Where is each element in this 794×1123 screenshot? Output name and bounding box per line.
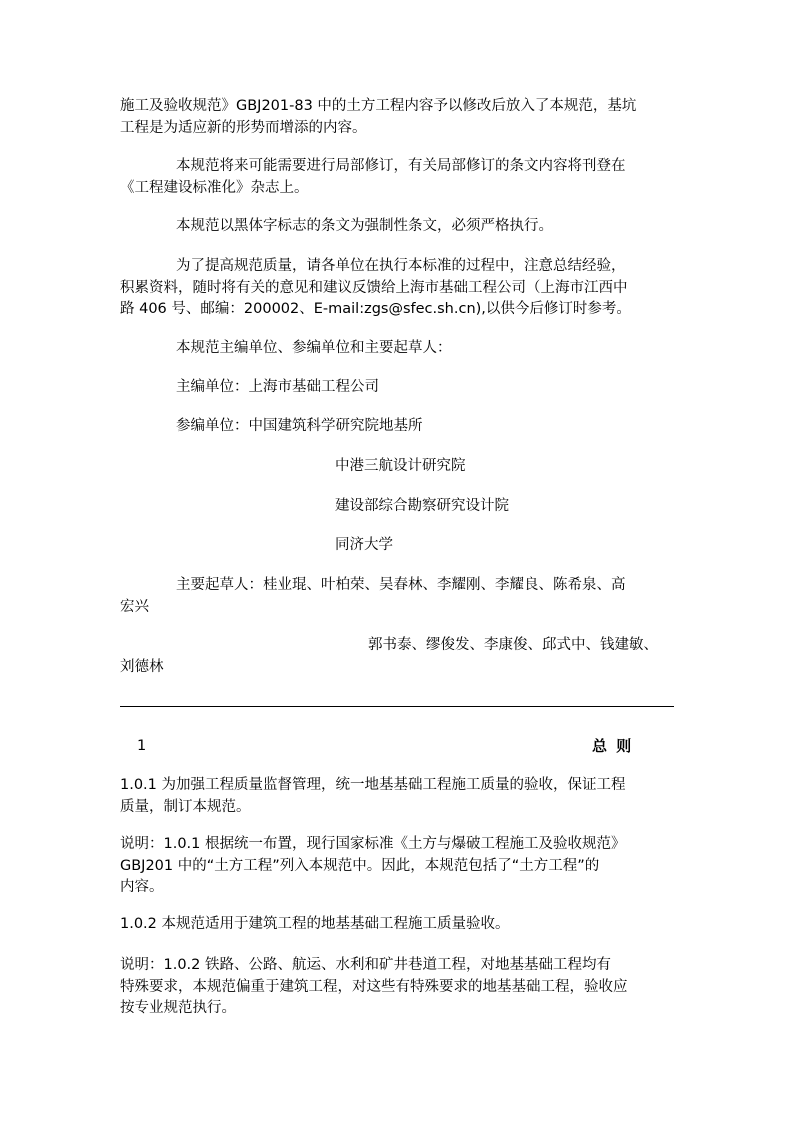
drafters-cont-line2: 刘德林 (120, 659, 164, 675)
note-102-line3: 按专业规范执行。 (120, 1000, 236, 1016)
co-unit-3: 同济大学 (335, 537, 393, 553)
co-unit-2: 建设部综合勘察研究设计院 (335, 498, 509, 514)
preface-p1-line2: 工程是为适应新的形势而增添的内容。 (120, 120, 367, 136)
chapter-number: 1 (137, 738, 147, 754)
drafters-line2: 宏兴 (120, 599, 149, 615)
preface-p2-line2: 《工程建设标准化》杂志上。 (120, 180, 309, 196)
note-102-line2: 特殊要求，本规范偏重于建筑工程，对这些有特殊要求的地基基础工程，验收应 (120, 979, 628, 995)
preface-p3-line1: 本规范以黑体字标志的条文为强制性条文，必须严格执行。 (176, 218, 553, 234)
note-101-line2: GBJ201 中的“土方工程”列入本规范中。因此，本规范包括了“土方工程”的 (120, 858, 600, 874)
clause-101-line2: 质量，制订本规范。 (120, 799, 251, 815)
preface-p4-line3: 路 406 号、邮编：200002、E-mail:zgs@sfec.sh.cn),以供今后修订时参考。 (120, 301, 631, 317)
preface-units-intro: 本规范主编单位、参编单位和主要起草人： (176, 340, 452, 356)
note-102-line1: 说明：1.0.2 铁路、公路、航运、水利和矿井巷道工程，对地基基础工程均有 (120, 957, 612, 973)
chief-unit: 主编单位：上海市基础工程公司 (176, 379, 379, 395)
preface-p2-line1: 本规范将来可能需要进行局部修订，有关局部修订的条文内容将刊登在 (176, 158, 626, 174)
clause-101-line1: 1.0.1 为加强工程质量监督管理，统一地基基础工程施工质量的验收，保证工程 (120, 777, 626, 793)
co-unit-1: 中港三航设计研究院 (335, 458, 466, 474)
clause-102-line1: 1.0.2 本规范适用于建筑工程的地基基础工程施工质量验收。 (120, 916, 510, 932)
note-101-line1: 说明：1.0.1 根据统一布置，现行国家标准《土方与爆破工程施工及验收规范》 (120, 836, 626, 852)
note-101-line3: 内容。 (120, 879, 164, 895)
preface-p1-line1: 施工及验收规范》GBJ201-83 中的土方工程内容予以修改后放入了本规范，基坑 (120, 98, 637, 114)
preface-p4-line1: 为了提高规范质量，请各单位在执行本标准的过程中，注意总结经验， (176, 258, 626, 274)
drafters-cont-line1: 郭书泰、缪俊发、李康俊、邱式中、钱建敏、 (368, 637, 658, 653)
chapter-title: 总 则 (592, 737, 634, 755)
drafters-line1: 主要起草人：桂业琨、叶柏荣、吴春林、李耀刚、李耀良、陈希泉、高 (176, 577, 626, 593)
section-divider (120, 706, 674, 707)
preface-p4-line2: 积累资料，随时将有关的意见和建议反馈给上海市基础工程公司（上海市江西中 (120, 280, 628, 296)
co-units-label: 参编单位：中国建筑科学研究院地基所 (176, 418, 423, 434)
